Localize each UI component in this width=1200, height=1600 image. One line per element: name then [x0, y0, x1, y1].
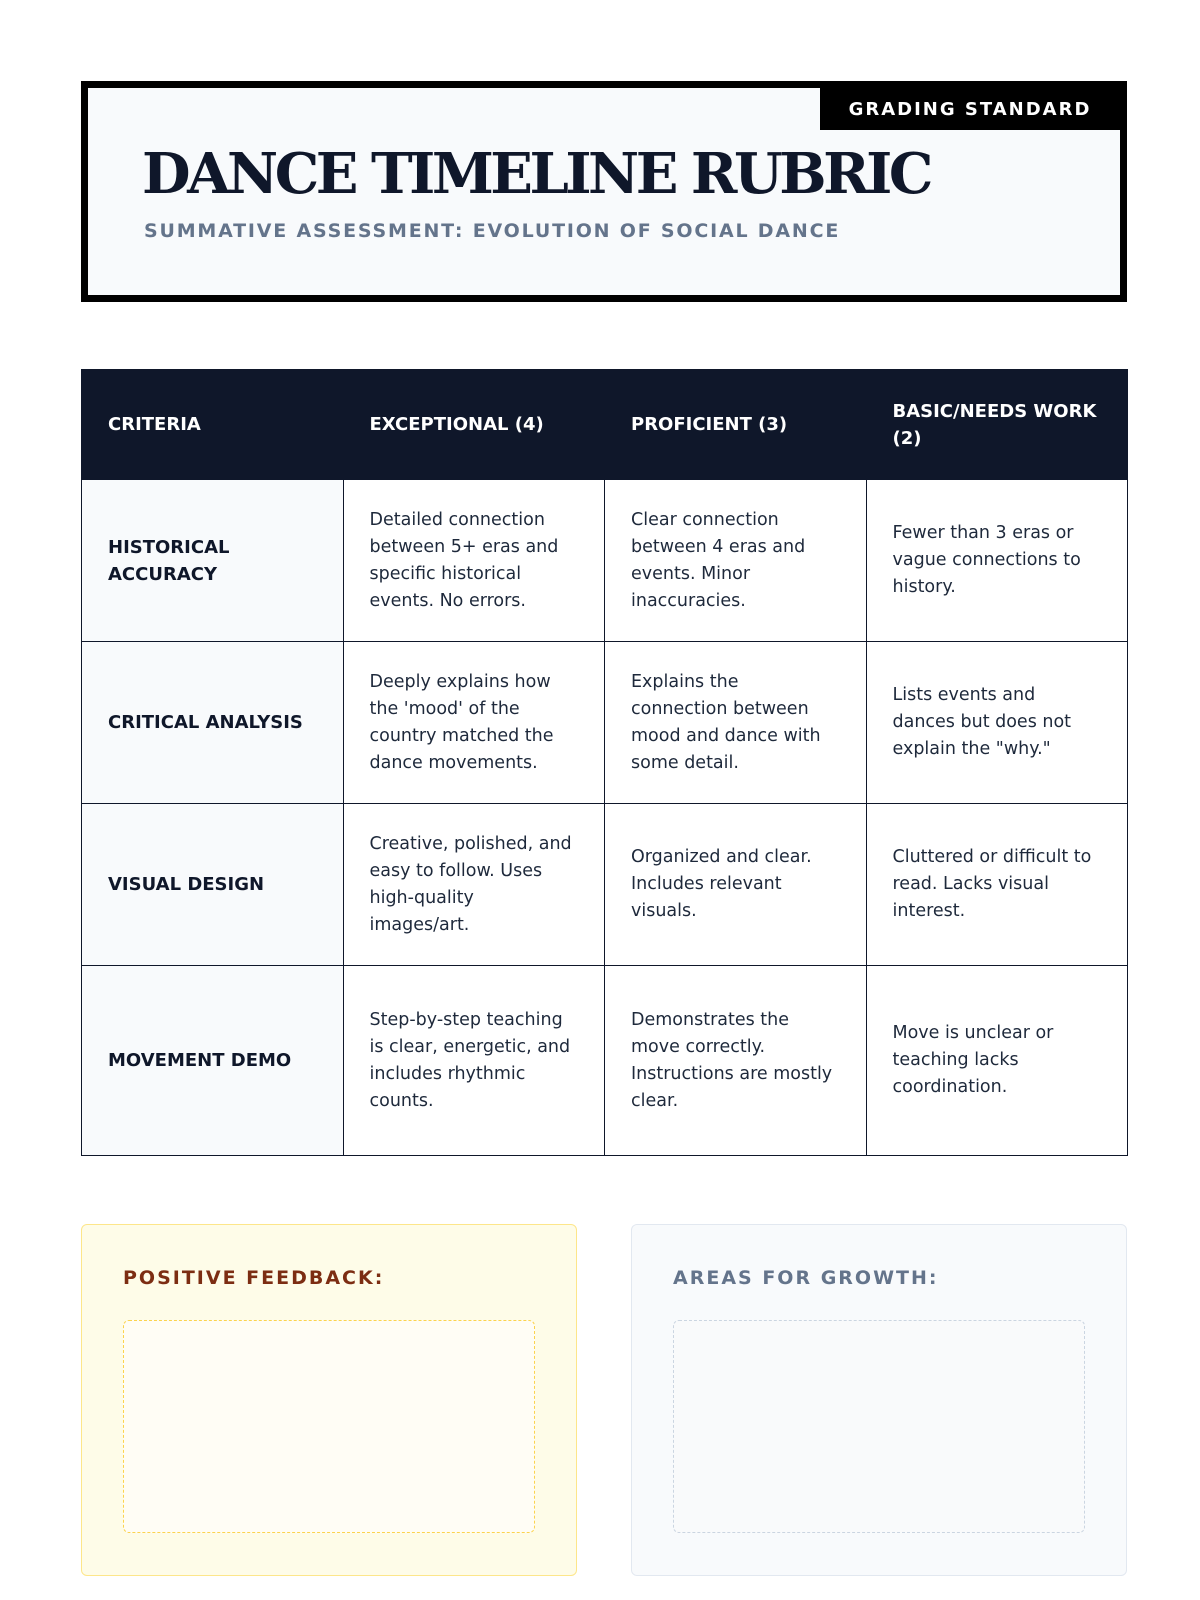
areas-for-growth-area[interactable] — [673, 1320, 1085, 1533]
basic-cell: Cluttered or difficult to read. Lacks visual interest. — [866, 804, 1128, 966]
areas-for-growth-label: AREAS FOR GROWTH: — [673, 1267, 939, 1289]
criteria-cell: HISTORICAL ACCURACY — [82, 480, 344, 642]
proficient-cell: Organized and clear. Includes relevant visuals. — [605, 804, 867, 966]
criteria-cell: VISUAL DESIGN — [82, 804, 344, 966]
criteria-cell: MOVEMENT DEMO — [82, 966, 344, 1156]
table-row — [82, 804, 1128, 966]
proficient-cell: Demonstrates the move correctly. Instructions are mostly clear. — [605, 966, 867, 1156]
areas-for-growth-box — [631, 1224, 1127, 1576]
page-subtitle: SUMMATIVE ASSESSMENT: EVOLUTION OF SOCIAL DANCE — [144, 220, 841, 242]
column-header-exceptional: EXCEPTIONAL (4) — [343, 370, 605, 480]
positive-feedback-area[interactable] — [123, 1320, 535, 1533]
table-row — [82, 642, 1128, 804]
basic-cell: Lists events and dances but does not explain the "why." — [866, 642, 1128, 804]
column-header-proficient: PROFICIENT (3) — [605, 370, 867, 480]
table-row — [82, 480, 1128, 642]
rubric-body — [82, 480, 1128, 1156]
exceptional-cell: Step-by-step teaching is clear, energetic, and includes rhythmic counts. — [343, 966, 605, 1156]
criteria-cell: CRITICAL ANALYSIS — [82, 642, 344, 804]
positive-feedback-box — [81, 1224, 577, 1576]
proficient-cell: Clear connection between 4 eras and events. Minor inaccuracies. — [605, 480, 867, 642]
basic-cell: Move is unclear or teaching lacks coordination. — [866, 966, 1128, 1156]
page-title: DANCE TIMELINE RUBRIC — [142, 141, 930, 207]
rubric-table — [81, 369, 1128, 1156]
header-row — [82, 370, 1128, 480]
basic-cell: Fewer than 3 eras or vague connections to history. — [866, 480, 1128, 642]
exceptional-cell: Deeply explains how the 'mood' of the country matched the dance movements. — [343, 642, 605, 804]
column-header-basic: BASIC/NEEDS WORK (2) — [866, 370, 1128, 480]
grading-standard-badge: GRADING STANDARD — [820, 88, 1120, 130]
exceptional-cell: Creative, polished, and easy to follow. Uses high-quality images/art. — [343, 804, 605, 966]
column-header-criteria: CRITERIA — [82, 370, 344, 480]
exceptional-cell: Detailed connection between 5+ eras and specific historical events. No errors. — [343, 480, 605, 642]
proficient-cell: Explains the connection between mood and dance with some detail. — [605, 642, 867, 804]
positive-feedback-label: POSITIVE FEEDBACK: — [123, 1267, 385, 1289]
header-card — [81, 81, 1127, 302]
rubric-header — [82, 370, 1128, 480]
table-row — [82, 966, 1128, 1156]
